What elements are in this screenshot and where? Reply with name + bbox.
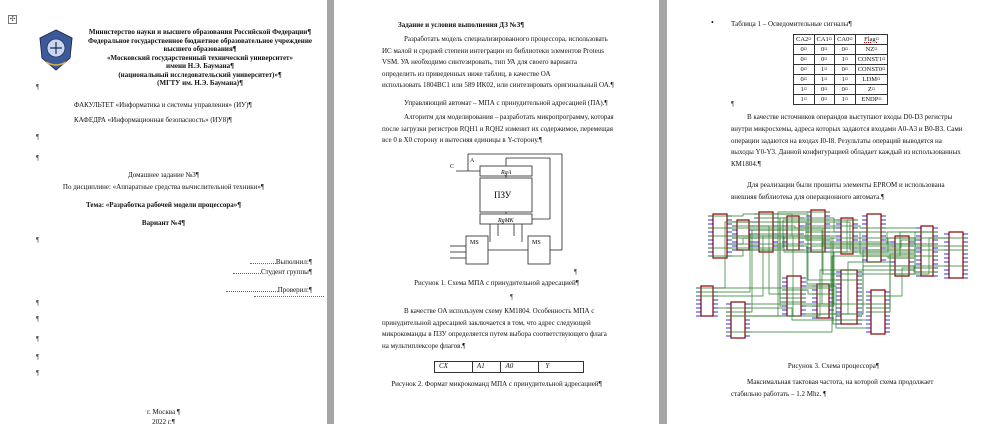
text-line: выходы Y0-Y3. Данной конфигурацией обладает каждый из использованных xyxy=(731,148,961,157)
table-cell: 1¤ xyxy=(794,85,815,95)
table-cell: LDM¤ xyxy=(855,75,888,85)
year-line: 2022 г.¶ xyxy=(152,418,175,424)
text-line: определить из приведенных ниже таблиц, в качестве ОА xyxy=(382,69,551,78)
pilcrow: ¶ xyxy=(36,353,40,361)
table-cell: 0¤ xyxy=(835,65,856,75)
table-cell: 0¤ xyxy=(814,55,835,65)
homework-title: Домашнее задание №3¶ xyxy=(128,171,199,179)
table-row xyxy=(794,75,888,85)
table-cell: 1¤ xyxy=(835,95,856,105)
done-by-label: Выполнил:¶ xyxy=(275,258,312,266)
header-line: Министерство науки и высшего образования Российской Федерации¶ xyxy=(88,28,312,36)
text-line: ИС малой и средней степени интеграции из библиотеки элементов Proteus xyxy=(382,46,604,55)
text-line: использовать 1804ВС1 или 589 ИК02, или синтезировать оригинальный ОА.¶ xyxy=(382,81,614,90)
variant-line: Вариант №4¶ xyxy=(141,219,186,227)
table-cell: 1¤ xyxy=(835,55,856,65)
schematic-chip xyxy=(787,276,801,316)
figure-2-caption: Рисунок 2. Формат микрокоманд МПА с принудительной адресацией¶ xyxy=(391,380,602,388)
pilcrow: ¶ xyxy=(731,100,735,108)
pilcrow: ¶ xyxy=(36,133,40,141)
rgmk-label: RgMK xyxy=(498,218,514,224)
table-row xyxy=(794,85,888,95)
text-line: на мультиплексоре флагов.¶ xyxy=(382,341,466,350)
pilcrow: ¶ xyxy=(36,335,40,343)
university-emblem-icon xyxy=(34,28,78,72)
department-line: КАФЕДРА «Информационная безопасность» (ИУ8)¶ xyxy=(74,116,232,124)
text-line: Алгоритм для моделирования – разработать микропрограмму, которая xyxy=(404,113,614,121)
text-line: Для реализации были прошиты элементы EPROM и использована xyxy=(747,181,945,189)
pilcrow: ¶ xyxy=(36,369,40,377)
format-field: CX xyxy=(435,362,473,372)
text-line: Максимальная тактовая частота, на которой схема продолжает xyxy=(747,378,934,386)
pilcrow: ¶ xyxy=(36,154,40,162)
table-cell: CONST0¤ xyxy=(855,65,888,75)
text-line: VSM. УА необходимо синтезировать, тип УА для своего варианта xyxy=(382,58,577,67)
text-line: стабильно работать – 1.2 Mhz. ¶ xyxy=(731,389,827,398)
table-cell: 0¤ xyxy=(835,45,856,55)
discipline-line: По дисциплине: «Аппаратные средства вычислительной техники»¶ xyxy=(62,183,265,191)
task-paragraph-1 xyxy=(382,34,650,92)
bullet-mark: • xyxy=(711,18,714,27)
operands-paragraph xyxy=(731,112,987,171)
schematic-chip xyxy=(817,284,829,318)
table-1-caption: Таблица 1 – Осведомительные сигналы¶ xyxy=(731,20,852,28)
student-group-label: Студент группы¶ xyxy=(261,268,312,276)
text-line: принудительной адресацией заключается в том, что адрес следующей xyxy=(382,318,591,327)
mux-right-label: MS xyxy=(532,240,541,246)
schematic-chip xyxy=(921,226,933,276)
pilcrow: ¶ xyxy=(574,268,578,276)
task-paragraph-2: Управляющий автомат – МПА с принудительной адресацией (ПА).¶ xyxy=(404,99,608,107)
table-header-cell: CA1¤ xyxy=(814,35,835,45)
header-line: «Московский государственный технический университет» xyxy=(106,53,293,62)
processor-schematic xyxy=(691,206,991,352)
figure-3-caption: Рисунок 3. Схема процессора¶ xyxy=(787,362,880,370)
done-by-row xyxy=(0,258,312,267)
oa-paragraph xyxy=(382,306,650,352)
schematic-chip xyxy=(737,220,749,250)
pilcrow: ¶ xyxy=(36,315,40,323)
text-line: все 0 в X0 сторону и вытесняя единицы в Y-сторону.¶ xyxy=(382,136,543,145)
format-field: A0 xyxy=(501,362,539,372)
signature-line xyxy=(254,296,324,297)
checked-by-label: Проверил:¶ xyxy=(277,286,312,294)
text-line: КМ1804.¶ xyxy=(731,160,761,169)
table-cell: 0¤ xyxy=(814,85,835,95)
pilcrow: ¶ xyxy=(36,299,40,307)
student-row xyxy=(0,268,312,277)
text-line: В качестве ОА используем схему КМ1804. Особенность МПА с xyxy=(404,307,595,315)
format-field: A1 xyxy=(473,362,502,372)
frequency-paragraph xyxy=(731,377,987,401)
table-row xyxy=(794,55,888,65)
schematic-chip xyxy=(949,232,963,278)
rom-label: ПЗУ xyxy=(494,190,512,200)
table-cell: NZ¤ xyxy=(855,45,888,55)
topic-line: Тема: «Разработка рабочей модели процессора»¶ xyxy=(85,201,242,209)
table-header-row xyxy=(794,35,888,45)
header-line: (национальный исследовательский университет)»¶ xyxy=(118,70,282,79)
text-line: внутри микросхемы, адреса которых задаются входами A0-A3 и B0-B3. Сами xyxy=(731,124,963,133)
text-line: после загрузки регистров RQH1 и RQH2 изменит их содержимое, перемещая xyxy=(382,124,614,133)
table-header-cell: CA2¤ xyxy=(794,35,815,45)
table-cell: 0¤ xyxy=(814,45,835,55)
eprom-paragraph xyxy=(731,180,987,204)
address-label: A xyxy=(470,158,475,164)
text-line: операции задаются на входах I0-I8. Результаты операций выводятся на xyxy=(731,136,942,145)
table-cell: Z¤ xyxy=(855,85,888,95)
table-cell: 0¤ xyxy=(794,75,815,85)
header-line: (МГТУ им. Н.Э. Баумана)¶ xyxy=(157,79,243,87)
table-row xyxy=(794,95,888,105)
table-cell: 0¤ xyxy=(794,55,815,65)
text-line: микрокоманды в ПЗУ определяется путем выбора соответствующего флага xyxy=(382,330,607,339)
task-paragraph-3 xyxy=(382,112,650,147)
pilcrow: ¶ xyxy=(510,293,514,301)
table-row xyxy=(794,65,888,75)
task-heading: Задание и условия выполнения ДЗ №3¶ xyxy=(398,21,525,29)
table-move-handle-icon[interactable]: ✣ xyxy=(9,15,16,23)
table-cell: 0¤ xyxy=(814,95,835,105)
table-cell: ENDP¤ xyxy=(855,95,888,105)
city-line: г. Москва ¶ xyxy=(146,408,181,416)
table-header-cell: CA0¤ xyxy=(835,35,856,45)
ministry-header xyxy=(86,28,314,88)
text-line: В качестве источников операндов выступают входы D0-D3 регистры xyxy=(747,113,953,121)
table-cell: 0¤ xyxy=(794,45,815,55)
table-cell: 1¤ xyxy=(814,75,835,85)
microcommand-format xyxy=(434,361,584,373)
clock-label: C xyxy=(450,164,455,170)
table-cell: 1¤ xyxy=(814,65,835,75)
schematic-chip xyxy=(731,302,745,338)
rga-label: RgA xyxy=(501,170,512,176)
table-cell: CONST1¤ xyxy=(855,55,888,65)
document-page-1 xyxy=(0,0,327,424)
figure-1-caption: Рисунок 1. Схема МПА с принудительной адресацией¶ xyxy=(414,279,579,287)
text-line: Разработать модель специализированного процессора, использовать xyxy=(404,35,608,43)
header-line: высшего образования¶ xyxy=(163,45,237,53)
table-cell: 0¤ xyxy=(794,65,815,75)
schematic-chip xyxy=(701,286,713,316)
table-cell: 1¤ xyxy=(794,95,815,105)
table-row xyxy=(794,45,888,55)
document-page-3 xyxy=(667,0,1000,424)
checked-row xyxy=(0,286,312,295)
pilcrow: ¶ xyxy=(36,236,40,244)
mux-left-label: MS xyxy=(470,240,479,246)
document-page-2 xyxy=(334,0,659,424)
mpa-block-diagram xyxy=(446,152,566,274)
format-field: Y xyxy=(545,362,550,370)
signals-table xyxy=(793,34,888,105)
table-cell: 1¤ xyxy=(835,75,856,85)
pilcrow: ¶ xyxy=(36,83,40,91)
header-line: Федеральное государственное бюджетное образовательное учреждение xyxy=(88,36,312,45)
table-cell: 0¤ xyxy=(835,85,856,95)
schematic-chip xyxy=(841,270,857,324)
table-header-cell: Flag¤ xyxy=(855,35,888,45)
text-line: внешняя библиотека для операционного автомата.¶ xyxy=(731,192,885,201)
faculty-line: ФАКУЛЬТЕТ «Информатика и системы управления» (ИУ)¶ xyxy=(74,101,252,109)
header-line: имени Н.Э. Баумана¶ xyxy=(166,62,234,70)
